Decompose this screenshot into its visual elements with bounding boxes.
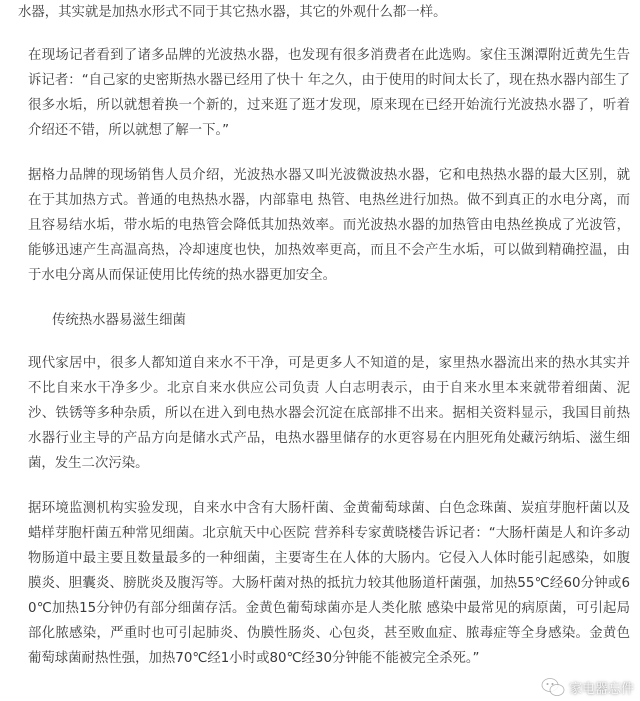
paragraph-tap-water: 现代家居中，很多人都知道自来水不干净，可是更多人不知道的是，家里热水器流出来的热水其实并不比自来水干净多少。北京自来水供应公司负责 人白志明表示，由于自来水里本来就带着细菌、泥沙、铁锈等多种杂质，所以在进入到电热水器会沉淀在底部排不出来。据相关资料显示，我国目前热水器行业主导的产品方向是储水式产品，电热水器里储存的水更容易在内胆死角处藏污纳垢、滋生细菌，发生二次污染。 xyxy=(28,356,630,471)
paragraph-gree-explanation: 据格力品牌的现场销售人员介绍，光波热水器又叫光波微波热水器，它和电热热水器的最大区别，就在于其加热方式。普通的电热热水器，内部靠电 热管、电热丝进行加热。做不到真正的水电分离，而且容易结水垢，带水垢的电热管会降低其加热效率。而光波热水器的加热管由电热丝换成了光波管，能够迅速产生高温高热，冷却速度也快，加热效率更高，而且不会产生水垢，可以做到精确控温，由于水电分离从而保证使用比传统的热水器更加安全。 xyxy=(28,168,630,283)
paragraph-field-report: 在现场记者看到了诸多品牌的光波热水器，也发现有很多消费者在此选购。家住玉渊潭附近黄先生告诉记者：“自己家的史密斯热水器已经用了快十 年之久，由于使用的时间太长了，现在热水器内部生了很多水垢，所以就想着换一个新的，过来逛了逛才发现，原来现在已经开始流行光波热水器了，听着介绍还不错，所以就想了解一下。” xyxy=(28,48,630,138)
paragraph-intro-tail: 水器，其实就是加热水形式不同于其它热水器，其它的外观什么都一样。 xyxy=(18,5,447,20)
section-heading: 传统热水器易滋生细菌 xyxy=(52,313,186,328)
watermark xyxy=(541,677,634,697)
wechat-icon xyxy=(541,677,565,697)
watermark-text: 家电器忘件 xyxy=(568,681,634,697)
paragraph-bacteria-study: 据环境监测机构实验发现，自来水中含有大肠杆菌、金黄葡萄球菌、白色念珠菌、炭疽芽胞杆菌以及蜡样芽胞杆菌五种常见细菌。北京航天中心医院 营养科专家黄晓楼告诉记者：“大肠杆菌是人和许多动物肠道中最主要且数量最多的一种细菌，主要寄生在人体的大肠内。它侵入人体时能引起感染，如腹膜炎、胆囊炎、膀胱炎及腹泻等。大肠杆菌对热的抵抗力较其他肠道杆菌强，加热55℃经60分钟或60℃加热15分钟仍有部分细菌存活。金黄色葡萄球菌亦是人类化脓 感染中最常见的病原菌，可引起局部化脓感染，严重时也可引起肺炎、伪膜性肠炎、心包炎，甚至败血症、脓毒症等全身感染。金黄色葡萄球菌耐热性强，加热70℃经1小时或80℃经30分钟能不能被完全杀死。” xyxy=(28,501,630,666)
